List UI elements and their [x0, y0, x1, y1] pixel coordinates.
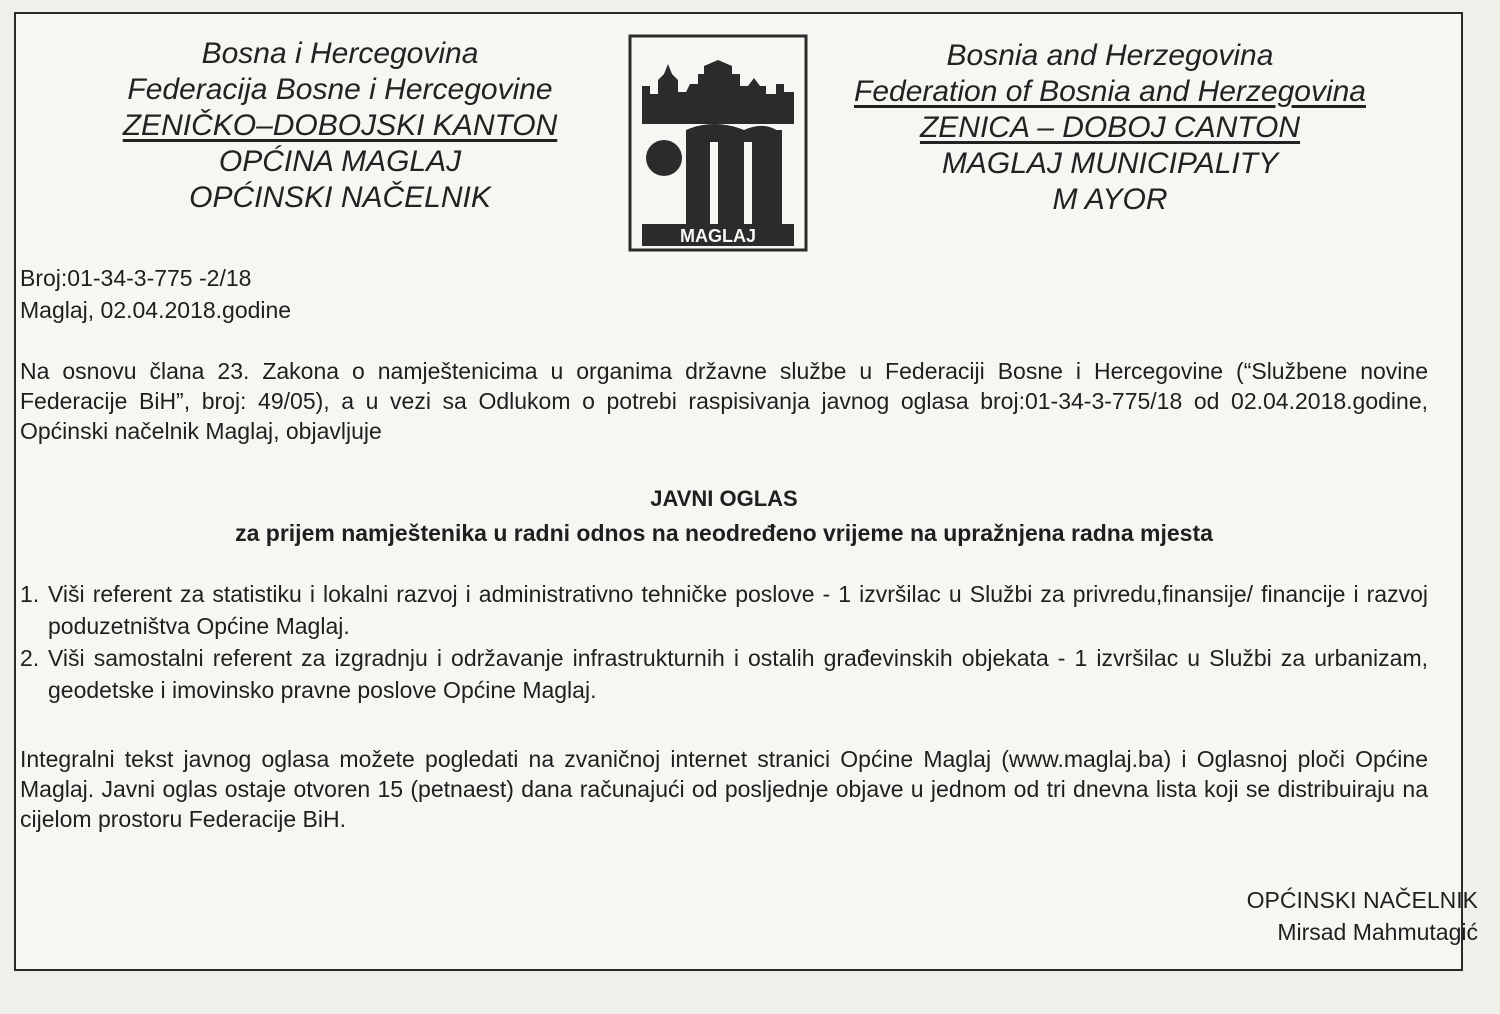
header-bosnian [60, 36, 620, 216]
header-left-line-5: OPĆINSKI NAČELNIK [189, 181, 491, 214]
header-right-line-1: Bosnia and Herzegovina [946, 39, 1274, 72]
signature-block [1247, 884, 1478, 948]
header-english [820, 38, 1400, 218]
list-item [20, 642, 1428, 706]
maglaj-coat-of-arms-logo [628, 34, 808, 252]
header-right-line-3: ZENICA – DOBOJ CANTON [919, 111, 1301, 144]
notice-subtitle: za prijem namještenika u radni odnos na neodređeno vrijeme na upražnjena radna mjesta [235, 520, 1213, 546]
logo-sun-icon [646, 140, 682, 176]
signature-name: Mirsad Mahmutagić [1277, 919, 1478, 945]
signature-title: OPĆINSKI NAČELNIK [1246, 887, 1478, 913]
header-left-line-1: Bosna i Hercegovina [201, 37, 479, 70]
list-item [20, 578, 1428, 642]
list-item-text: Viši samostalni referent za izgradnju i održavanje infrastrukturnih i ostalih građevinskih objekata - 1 izvršilac u Službi za urbanizam, geodetske i imovinsko pravne poslove Općine Maglaj. [48, 645, 1428, 703]
header-right-line-2: Federation of Bosnia and Herzegovina [854, 75, 1366, 108]
document-place-date: Maglaj, 02.04.2018.godine [20, 297, 292, 323]
positions-list [20, 578, 1428, 706]
logo-arch [686, 124, 782, 142]
intro-paragraph: Na osnovu člana 23. Zakona o namještenicima u organima državne službe u Federaciji Bosne i Hercegovine (“Službene novine Federacije BiH”, broj: 49/05), a u vezi sa Odlukom o potrebi raspisivanja javnog oglasa broj:01-34-3-775/18 od 02.04.2018.godine, Općinski načelnik Maglaj, objavljuje [20, 358, 1428, 444]
document-number: Broj:01-34-3-775 -2/18 [20, 265, 252, 291]
document-meta [20, 262, 291, 326]
header-right-line-4: MAGLAJ MUNICIPALITY [941, 147, 1279, 180]
notice-title: JAVNI OGLAS [650, 486, 798, 511]
header-left-line-3: ZENIČKO–DOBOJSKI KANTON [122, 109, 558, 142]
header-right-line-5: M AYOR [1052, 183, 1168, 216]
logo-column-2 [718, 130, 744, 224]
closing-paragraph: Integralni tekst javnog oglasa možete pogledati na zvaničnoj internet stranici Općine Maglaj (www.maglaj.ba) i Oglasnoj ploči Općine Maglaj. Javni oglas ostaje otvoren 15 (petnaest) dana računajući od posljednje objave u jednom od tri dnevna lista koji se distribuiraju na cijelom prostoru Federacije BiH. [20, 746, 1428, 832]
logo-label: MAGLAJ [680, 226, 756, 246]
header-left-line-4: OPĆINA MAGLAJ [218, 145, 462, 178]
header-left-line-2: Federacija Bosne i Hercegovine [127, 73, 553, 106]
logo-column-1 [686, 130, 710, 224]
logo-column-3 [752, 130, 782, 224]
logo-band [642, 102, 794, 124]
list-item-text: Viši referent za statistiku i lokalni razvoj i administrativno tehničke poslove - 1 izvršilac u Službi za privredu,finansije/ financije i razvoj poduzetništva Općine Maglaj. [48, 581, 1428, 639]
list-item-number: 2. [20, 645, 40, 671]
list-item-number: 1. [20, 581, 40, 607]
